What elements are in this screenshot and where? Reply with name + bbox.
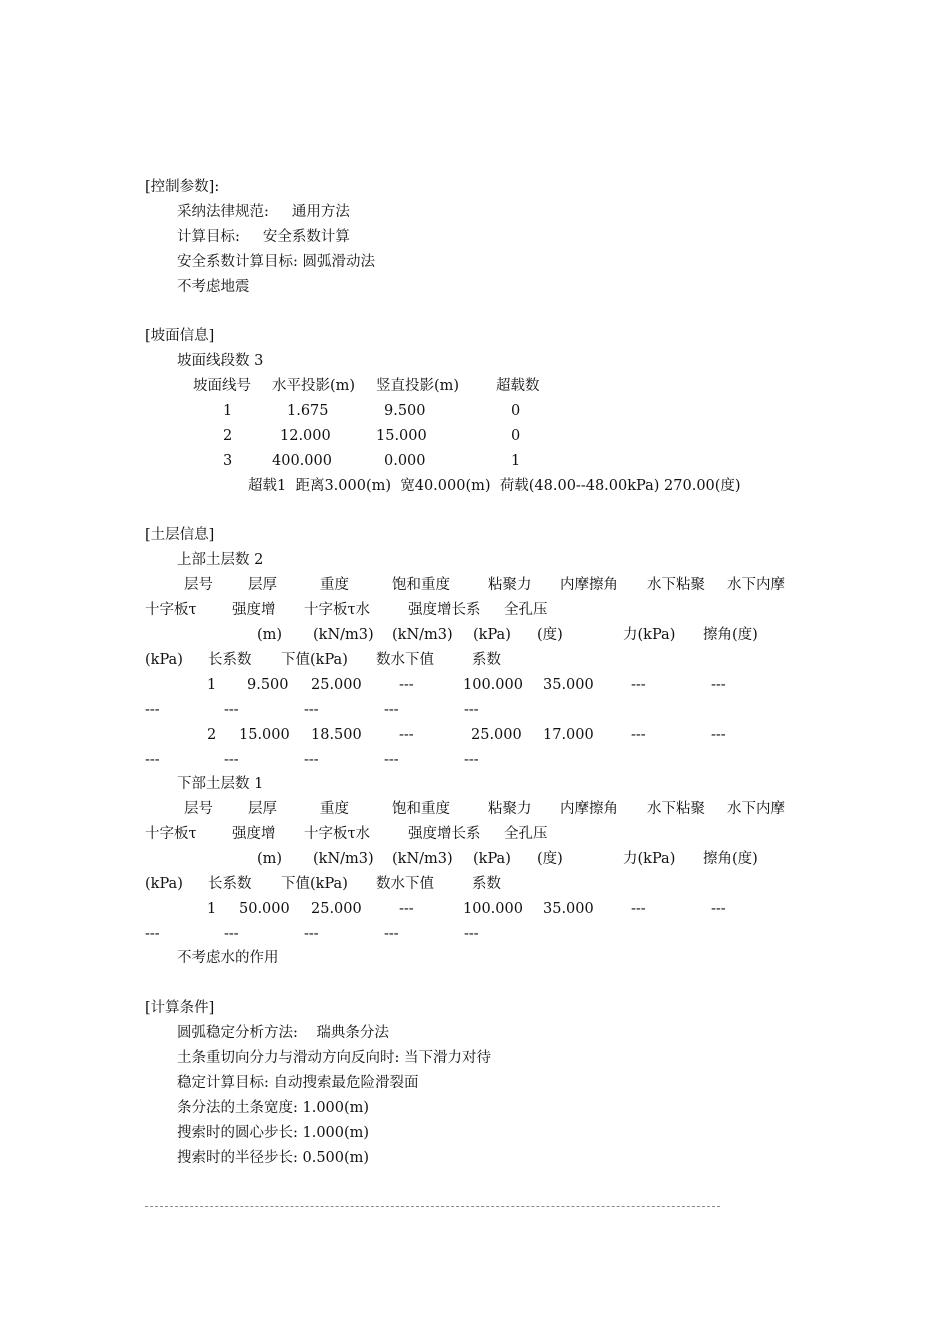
soil-cell: 1 [207, 901, 217, 917]
control-code: 采纳法律规范: 通用方法 [177, 204, 350, 220]
soil-water-note: 不考虑水的作用 [177, 950, 279, 966]
slope-col-line: 坡面线号 [193, 378, 251, 394]
soil-cell: 25.000 [471, 727, 522, 743]
soil-col: 层号 [184, 801, 213, 817]
soil-col: (kN/m3) [392, 851, 453, 867]
control-target: 计算目标: 安全系数计算 [177, 229, 350, 245]
calc-center-step: 搜索时的圆心步长: 1.000(m) [177, 1125, 370, 1141]
soil-col: 下值(kPa) [281, 876, 348, 892]
slope-cell: 0 [511, 403, 521, 419]
soil-cell: --- [384, 752, 399, 768]
slope-cell: 3 [223, 453, 233, 469]
slope-cell: 12.000 [280, 428, 331, 444]
soil-cell: --- [224, 702, 239, 718]
soil-cell: --- [224, 926, 239, 942]
soil-col: 饱和重度 [392, 801, 450, 817]
soil-cell: 100.000 [463, 677, 523, 693]
soil-col: (m) [257, 627, 283, 643]
soil-col: (度) [537, 851, 563, 867]
soil-header: [土层信息] [145, 527, 215, 543]
calc-target: 稳定计算目标: 自动搜索最危险滑裂面 [177, 1075, 419, 1091]
soil-cell: --- [384, 926, 399, 942]
soil-col: (kN/m3) [392, 627, 453, 643]
soil-cell: 1 [207, 677, 217, 693]
slope-col-surcharge: 超载数 [496, 378, 540, 394]
soil-col: (度) [537, 627, 563, 643]
soil-col: 擦角(度) [703, 851, 758, 867]
control-seismic: 不考虑地震 [177, 279, 250, 295]
soil-col: 内摩擦角 [560, 577, 618, 593]
soil-cell: 100.000 [463, 901, 523, 917]
soil-col: 擦角(度) [703, 627, 758, 643]
soil-cell: --- [631, 677, 646, 693]
soil-col: 饱和重度 [392, 577, 450, 593]
soil-col: 层号 [184, 577, 213, 593]
soil-col: 粘聚力 [488, 577, 532, 593]
section-divider [145, 1206, 720, 1207]
soil-col: 水下内摩 [727, 801, 785, 817]
calc-slice-width: 条分法的土条宽度: 1.000(m) [177, 1100, 370, 1116]
soil-col: 水下内摩 [727, 577, 785, 593]
soil-col: (kPa) [473, 627, 511, 643]
soil-cell: --- [631, 901, 646, 917]
soil-col: 层厚 [248, 801, 277, 817]
soil-col: 力(kPa) [623, 627, 676, 643]
soil-col: 水下粘聚 [647, 801, 705, 817]
soil-col: 系数 [472, 876, 501, 892]
soil-cell: --- [145, 926, 160, 942]
calc-direction: 土条重切向分力与滑动方向反向时: 当下滑力对待 [177, 1050, 491, 1066]
soil-col: (kPa) [473, 851, 511, 867]
slope-col-vertical: 竖直投影(m) [376, 378, 460, 394]
soil-cell: --- [711, 901, 726, 917]
soil-col: (kN/m3) [313, 627, 374, 643]
soil-col: 长系数 [208, 652, 252, 668]
soil-col: 长系数 [208, 876, 252, 892]
soil-cell: --- [464, 926, 479, 942]
soil-cell: --- [399, 901, 414, 917]
soil-cell: 17.000 [543, 727, 594, 743]
calc-radius-step: 搜索时的半径步长: 0.500(m) [177, 1150, 370, 1166]
soil-cell: 25.000 [311, 677, 362, 693]
soil-col: 重度 [320, 577, 349, 593]
soil-cell: 2 [207, 727, 217, 743]
soil-cell: --- [399, 677, 414, 693]
soil-col: 强度增长系 [408, 826, 481, 842]
slope-cell: 1 [511, 453, 521, 469]
soil-col: 重度 [320, 801, 349, 817]
soil-cell: --- [145, 702, 160, 718]
soil-col: (m) [257, 851, 283, 867]
soil-col: 内摩擦角 [560, 801, 618, 817]
soil-col: 十字板τ水 [304, 826, 371, 842]
soil-col: 十字板τ水 [304, 602, 371, 618]
soil-cell: --- [464, 752, 479, 768]
soil-cell: --- [399, 727, 414, 743]
soil-cell: 18.500 [311, 727, 362, 743]
soil-col: 强度增长系 [408, 602, 481, 618]
control-header: [控制参数]: [145, 179, 220, 195]
slope-header: [坡面信息] [145, 328, 215, 344]
soil-cell: --- [304, 926, 319, 942]
soil-col: (kPa) [145, 652, 183, 668]
soil-cell: --- [384, 702, 399, 718]
slope-cell: 1.675 [287, 403, 329, 419]
slope-segment-count: 坡面线段数 3 [177, 353, 264, 369]
soil-cell: --- [631, 727, 646, 743]
soil-upper-count: 上部土层数 2 [177, 552, 264, 568]
slope-cell: 1 [223, 403, 233, 419]
slope-cell: 400.000 [272, 453, 332, 469]
soil-col: (kPa) [145, 876, 183, 892]
soil-col: 力(kPa) [623, 851, 676, 867]
soil-cell: --- [304, 752, 319, 768]
soil-lower-count: 下部土层数 1 [177, 776, 264, 792]
calc-header: [计算条件] [145, 1000, 215, 1016]
soil-cell: --- [304, 702, 319, 718]
soil-col: 粘聚力 [488, 801, 532, 817]
slope-cell: 2 [223, 428, 233, 444]
control-safety-target: 安全系数计算目标: 圆弧滑动法 [177, 254, 375, 270]
soil-cell: 9.500 [247, 677, 289, 693]
soil-cell: 50.000 [239, 901, 290, 917]
slope-cell: 0 [511, 428, 521, 444]
calc-method: 圆弧稳定分析方法: 瑞典条分法 [177, 1025, 389, 1041]
soil-cell: --- [711, 727, 726, 743]
soil-cell: 25.000 [311, 901, 362, 917]
soil-col: 十字板τ [145, 826, 197, 842]
soil-cell: 35.000 [543, 901, 594, 917]
soil-col: (kN/m3) [313, 851, 374, 867]
soil-cell: 15.000 [239, 727, 290, 743]
soil-col: 水下粘聚 [647, 577, 705, 593]
slope-cell: 9.500 [384, 403, 426, 419]
soil-col: 强度增 [232, 826, 276, 842]
soil-col: 十字板τ [145, 602, 197, 618]
soil-col: 数水下值 [376, 652, 434, 668]
soil-cell: --- [464, 702, 479, 718]
soil-col: 数水下值 [376, 876, 434, 892]
slope-cell: 0.000 [384, 453, 426, 469]
soil-col: 层厚 [248, 577, 277, 593]
soil-cell: --- [145, 752, 160, 768]
slope-cell: 15.000 [376, 428, 427, 444]
slope-surcharge: 超载1 距离3.000(m) 宽40.000(m) 荷载(48.00--48.00kPa) 270.00(度) [248, 478, 741, 494]
soil-col: 系数 [472, 652, 501, 668]
soil-col: 下值(kPa) [281, 652, 348, 668]
slope-col-horizontal: 水平投影(m) [272, 378, 356, 394]
soil-cell: --- [711, 677, 726, 693]
soil-col: 强度增 [232, 602, 276, 618]
soil-col: 全孔压 [504, 826, 548, 842]
soil-col: 全孔压 [504, 602, 548, 618]
soil-cell: 35.000 [543, 677, 594, 693]
soil-cell: --- [224, 752, 239, 768]
